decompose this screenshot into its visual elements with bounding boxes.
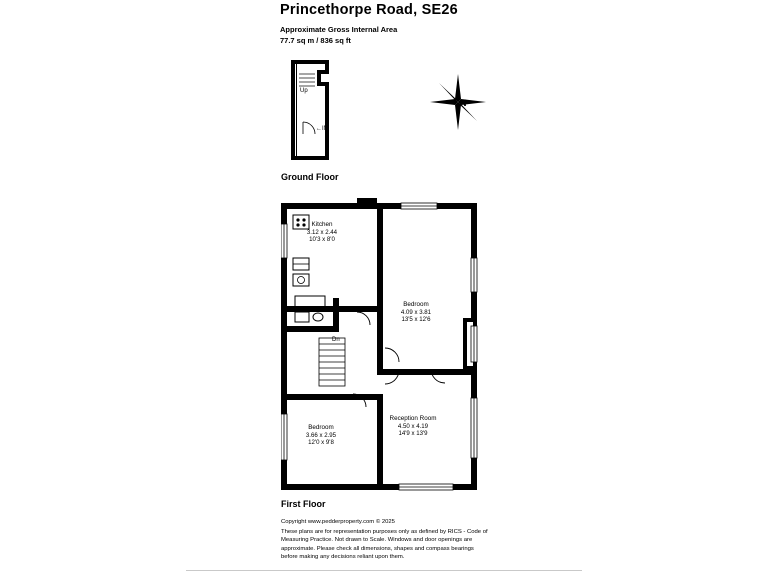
page-title: Princethorpe Road, SE26	[280, 2, 458, 18]
room-label-bedroom-rear	[383, 301, 449, 324]
first-floor-down-annotation: Dn	[332, 337, 340, 343]
room-label-reception-room	[377, 415, 449, 438]
copyright-text: Copyright www.pedderproperty.com © 2025	[281, 519, 395, 525]
room-dimensions-metric: 3.66 x 2.95	[305, 431, 337, 439]
area-label: Approximate Gross Internal Area	[280, 25, 398, 34]
area-value: 77.7 sq m / 836 sq ft	[280, 36, 351, 45]
bottom-divider	[186, 570, 582, 571]
first-floor-label: First Floor	[281, 499, 326, 509]
ground-floor-plan	[281, 60, 391, 168]
footer	[281, 518, 491, 562]
room-name: Reception Room	[389, 415, 437, 422]
ground-floor-label: Ground Floor	[281, 172, 339, 182]
room-dimensions-metric: 4.09 x 3.81	[400, 308, 432, 316]
room-label-bedroom-front	[292, 424, 350, 447]
room-dimensions-imperial: 13'5 x 12'6	[401, 316, 431, 324]
room-dimensions-imperial: 10'3 x 8'0	[309, 236, 335, 244]
room-dimensions-imperial: 12'0 x 9'8	[308, 439, 334, 447]
room-name: Bedroom	[403, 301, 429, 308]
svg-text:N: N	[460, 98, 467, 108]
room-dimensions-metric: 3.12 x 2.44	[306, 228, 338, 236]
room-label-kitchen	[296, 221, 348, 244]
ground-floor-up-annotation: Up	[300, 88, 308, 94]
compass-rose-icon	[428, 72, 488, 132]
disclaimer-text: These plans are for representation purposes only as defined by RICS - Code of Measuring Practice. Not drawn to Scale. Windows and door openings are approximate. Please check all dimensions, shapes and compass bearings before making any decisions reliant upon them.	[281, 528, 488, 561]
ground-floor-in-annotation: ←IN	[316, 126, 328, 132]
room-dimensions-metric: 4.50 x 4.19	[397, 422, 429, 430]
room-name: Bedroom	[308, 424, 334, 431]
room-dimensions-imperial: 14'9 x 13'9	[398, 430, 428, 438]
room-name: Kitchen	[311, 221, 333, 228]
